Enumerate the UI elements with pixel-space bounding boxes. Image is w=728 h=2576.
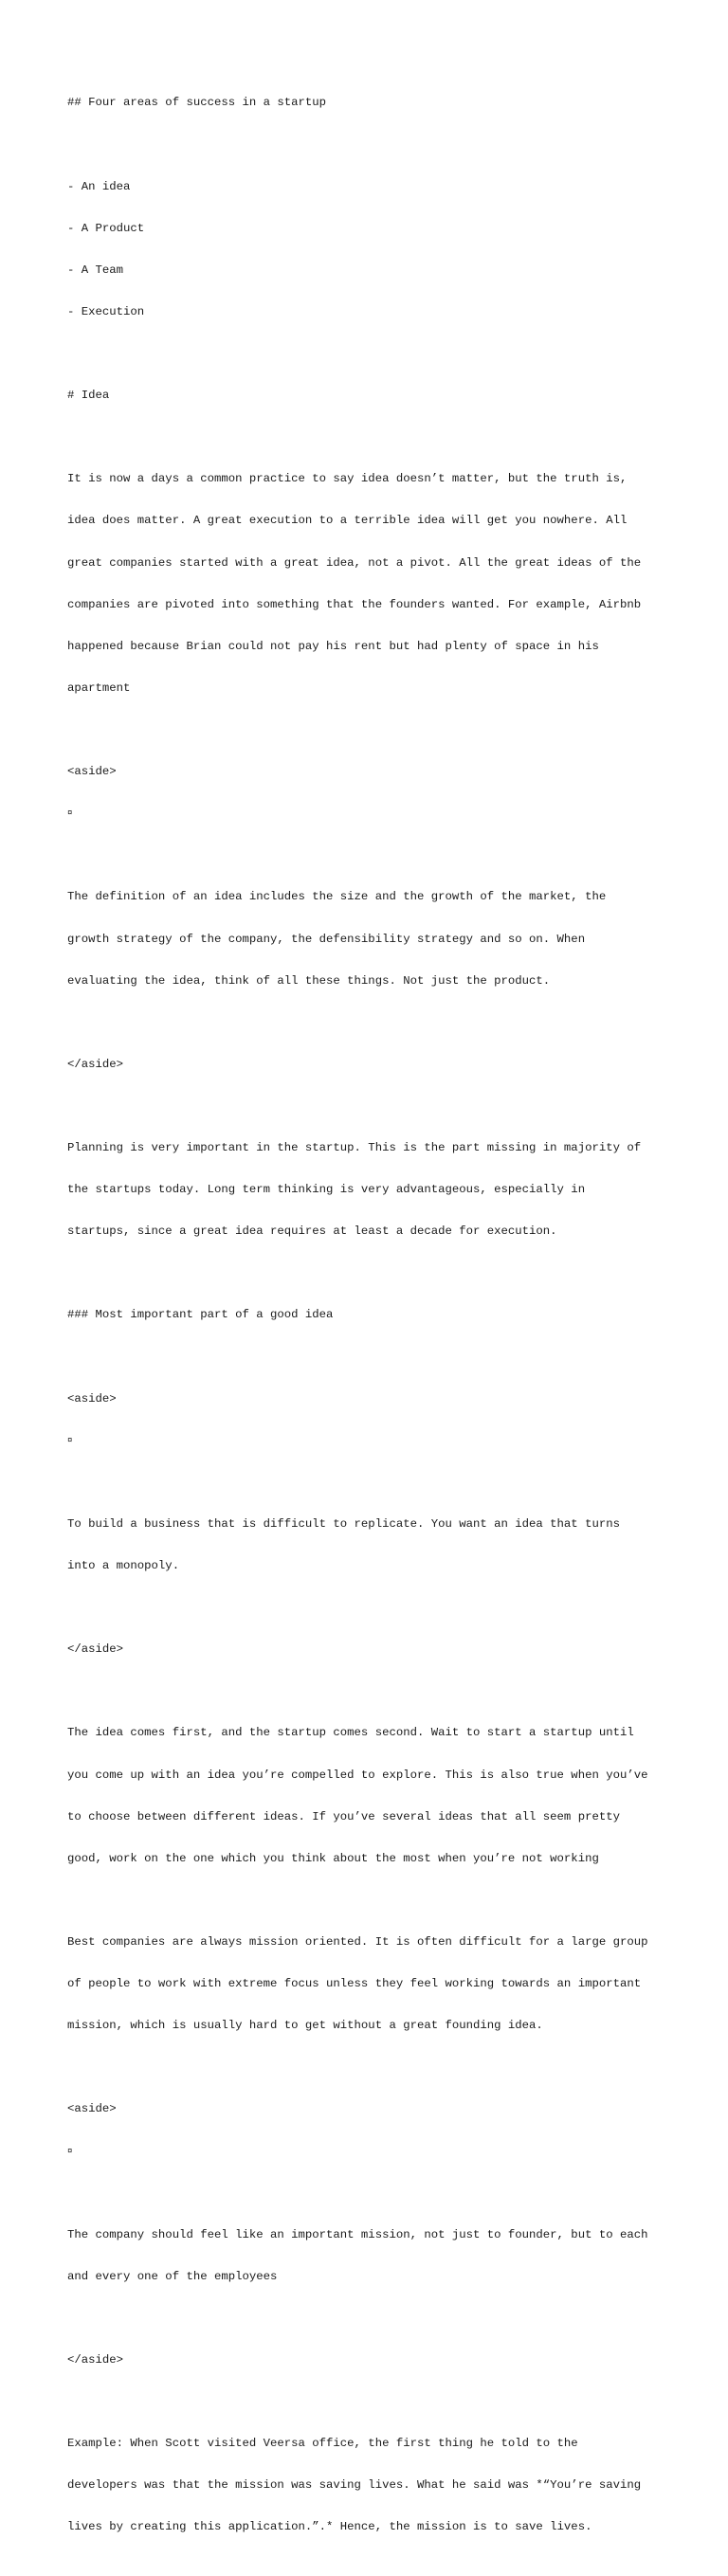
heading-idea: # Idea [67,389,110,403]
success-areas-list [67,152,674,347]
aside-definition-text: The definition of an idea includes the size and the growth of the market, the growth strategy of the company, the defensibility strategy and so on. When evaluating the idea, think of all these things. Not just the product. [67,890,607,988]
list-item: - A Product [67,221,145,235]
list-item: - Execution [67,304,145,318]
document-body [67,68,674,2576]
list-item: - A Team [67,263,124,277]
aside-placeholder-icon: ¤ [67,808,73,819]
aside-placeholder-icon: ¤ [67,2146,73,2156]
aside-close-tag-1: </aside> [67,1057,124,1071]
aside-close-tag-2: </aside> [67,1642,124,1657]
paragraph-idea-matters: It is now a days a common practice to say idea doesn’t matter, but the truth is, idea does matter. A great execution to a terrible idea will get you nowhere. All great companies started with a great idea, not a pivot. All the great ideas of the companies are pivoted into something that the founders wanted. For example, Airbnb happened because Brian could not pay his rent but had plenty of space in his apartment [67,472,642,695]
aside-close-tag-3: </aside> [67,2353,124,2367]
aside-mission-text: The company should feel like an important mission, not just to founder, but to each and every one of the employees [67,2227,648,2283]
paragraph-example-veersa: Example: When Scott visited Veersa office, the first thing he told to the developers was that the mission was saving lives. What he said was *“You’re saving lives by creating this application.”.* Hence, the mission is to save lives. [67,2437,642,2534]
aside-open-tag-2: <aside> ¤ [67,1364,674,1476]
aside-open-tag-1: <aside> ¤ [67,737,674,849]
heading-four-areas: ## Four areas of success in a startup [67,96,327,110]
paragraph-mission-oriented: Best companies are always mission oriented. It is often difficult for a large group of people to work with extreme focus unless they feel working towards an important mission, which is usually hard to get without a great founding idea. [67,1935,648,2033]
aside-open-tag-3: <aside> ¤ [67,2075,674,2186]
paragraph-planning: Planning is very important in the startup. This is the part missing in majority of the startups today. Long term thinking is very advantageous, especially in startups, since a great idea requires at least a decade for execution. [67,1141,642,1239]
paragraph-idea-first: The idea comes first, and the startup comes second. Wait to start a startup until you come up with an idea you’re compelled to explore. This is also true when you’ve to choose between different ideas. If you’ve several ideas that all seem pretty good, work on the one which you think about the most when you’re not working [67,1726,648,1865]
aside-placeholder-icon: ¤ [67,1435,73,1445]
heading-most-important: ### Most important part of a good idea [67,1308,334,1322]
aside-monopoly-text: To build a business that is difficult to replicate. You want an idea that turns into a monopoly. [67,1516,620,1573]
list-item: - An idea [67,179,131,193]
